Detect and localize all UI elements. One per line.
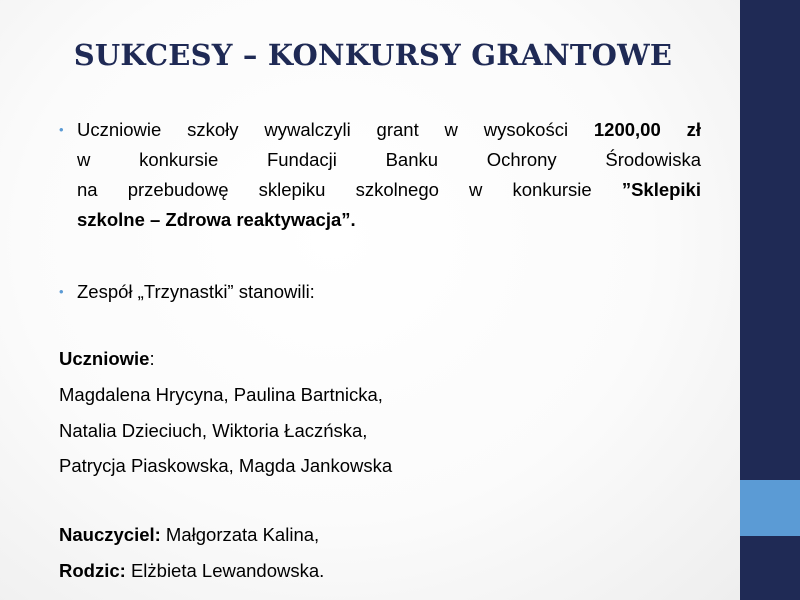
bullet-grant bbox=[59, 115, 701, 235]
bullet-team-text: Zespół „Trzynastki” stanowili: bbox=[77, 281, 315, 302]
contest-name-start: ”Sklepiki bbox=[621, 179, 701, 200]
slide-title: SUKCESY – KONKURSY GRANTOWE bbox=[73, 38, 673, 72]
bullet-dot-icon: • bbox=[59, 284, 64, 299]
students-label-colon: : bbox=[149, 348, 155, 369]
students-label: Uczniowie bbox=[59, 348, 150, 369]
contest-name-end: szkolne – Zdrowa reaktywacja”. bbox=[77, 209, 356, 230]
parent-line bbox=[59, 556, 324, 586]
bullet-grant-line-1 bbox=[77, 115, 701, 145]
bullet-grant-line-4 bbox=[77, 205, 701, 235]
right-band-accent bbox=[740, 480, 800, 536]
parent-name: Elżbieta Lewandowska. bbox=[125, 560, 325, 581]
bullet-grant-line-2: w konkursie Fundacji Banku Ochrony Środowiska bbox=[77, 149, 701, 170]
teacher-line bbox=[59, 520, 319, 550]
parent-label: Rodzic: bbox=[59, 560, 126, 581]
bullet-team bbox=[59, 277, 701, 307]
student-names-line-2: Natalia Dzieciuch, Wiktoria Łaczńska, bbox=[59, 420, 368, 441]
bullet-grant-text bbox=[77, 115, 701, 235]
student-names-line-1: Magdalena Hrycyna, Paulina Bartnicka, bbox=[59, 384, 383, 405]
grant-amount: 1200,00 zł bbox=[593, 119, 701, 140]
grant-text-c: na przebudowę sklepiku szkolnego w konkursie bbox=[77, 179, 622, 200]
students-heading bbox=[59, 344, 155, 374]
teacher-name: Małgorzata Kalina, bbox=[160, 524, 320, 545]
teacher-label: Nauczyciel: bbox=[59, 524, 161, 545]
grant-text-a: Uczniowie szkoły wywalczyli grant w wysokości bbox=[77, 119, 594, 140]
bullet-grant-line-3 bbox=[77, 175, 701, 205]
student-names-line-3: Patrycja Piaskowska, Magda Jankowska bbox=[59, 455, 393, 476]
bullet-dot-icon: • bbox=[59, 122, 64, 137]
